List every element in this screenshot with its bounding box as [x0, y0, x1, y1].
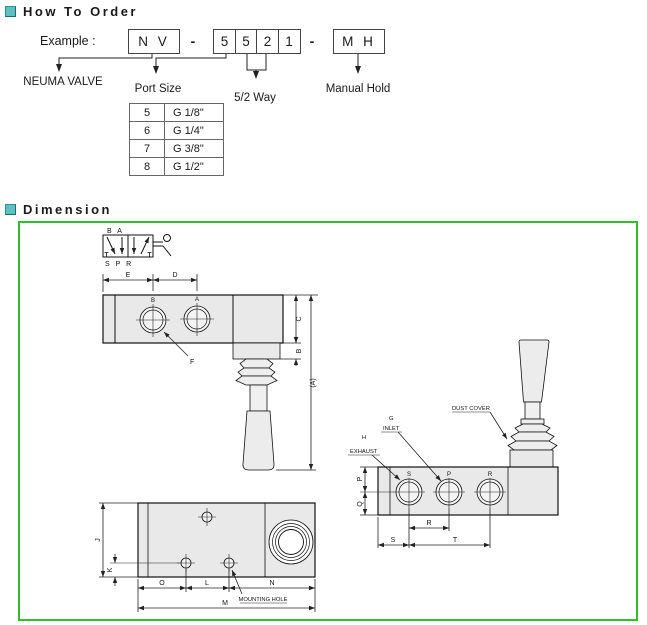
code-dash-1: -	[190, 33, 196, 49]
code-dash-2: -	[309, 33, 315, 49]
code-digit-1: 5	[213, 29, 236, 54]
dust-cover-label: DUST COVER	[452, 406, 490, 412]
bottom-view-drawing	[95, 503, 315, 612]
dim-label-p: P	[357, 476, 364, 482]
port-size-table	[129, 103, 224, 176]
knob-circle	[269, 520, 313, 564]
port-code-cell: 7	[130, 140, 165, 158]
port-size-cell: G 1/2"	[165, 158, 224, 176]
port-b-label: B	[150, 298, 156, 304]
port-size-cell: G 1/8"	[165, 104, 224, 122]
dimension-header	[5, 202, 112, 217]
callout-neuma-valve: NEUMA VALVE	[23, 76, 103, 88]
port-a-label: A	[194, 297, 200, 303]
port-code-cell: 6	[130, 122, 165, 140]
port-s-label: S	[406, 472, 412, 478]
dim-label-o: O	[159, 580, 165, 587]
port-code-cell: 5	[130, 104, 165, 122]
dim-label-q: Q	[357, 501, 364, 507]
port-size-cell: G 1/4"	[165, 122, 224, 140]
dim-label-d: D	[172, 272, 178, 279]
section-bullet-icon	[5, 204, 16, 215]
dim-label-e: E	[125, 272, 131, 279]
dim-label-l: L	[205, 580, 209, 587]
code-box-suffix: M H	[333, 29, 385, 54]
exhaust-label: EXHAUST	[350, 449, 378, 455]
dim-label-k: K	[107, 567, 114, 573]
dimension-title: Dimension	[23, 202, 112, 217]
table-row	[130, 140, 224, 158]
inlet-label: INLET	[383, 426, 400, 432]
how-to-order-title: How To Order	[23, 4, 138, 19]
inlet-dim-label: G	[389, 416, 394, 422]
port-p-label: P	[446, 472, 452, 478]
example-label: Example :	[40, 34, 96, 48]
dimension-drawing-box	[18, 221, 638, 621]
side-view-drawing	[348, 340, 558, 548]
dim-label-b: B	[296, 348, 303, 354]
symbol-bottom-ports-label: S P R	[105, 261, 134, 268]
dim-label-a: (A)	[310, 378, 317, 388]
code-box-prefix: N V	[128, 29, 180, 54]
exhaust-dim-label: H	[362, 435, 367, 441]
code-digit-boxes	[213, 29, 301, 54]
port-code-cell: 8	[130, 158, 165, 176]
top-view-drawing	[103, 272, 318, 470]
leader-port-size	[156, 54, 226, 73]
dim-label-n: N	[269, 580, 275, 587]
valve-schematic-symbol	[103, 228, 171, 268]
table-row	[130, 122, 224, 140]
table-row	[130, 158, 224, 176]
section-bullet-icon	[5, 6, 16, 17]
table-row	[130, 104, 224, 122]
callout-way: 5/2 Way	[234, 92, 276, 104]
dim-label-m: M	[222, 600, 228, 607]
port-size-cell: G 3/8"	[165, 140, 224, 158]
code-digit-3: 2	[256, 29, 279, 54]
dim-label-f: F	[190, 359, 195, 366]
code-digit-2: 5	[235, 29, 258, 54]
dim-label-s: S	[390, 537, 396, 544]
dim-label-t: T	[452, 537, 458, 544]
port-r-label: R	[487, 472, 493, 478]
symbol-top-ports-label: B A	[107, 228, 124, 235]
dimension-drawing	[20, 223, 636, 619]
bracket-way	[247, 54, 266, 70]
dim-label-r: R	[426, 520, 432, 527]
callout-manual-hold: Manual Hold	[325, 83, 391, 95]
leader-neuma-valve	[59, 54, 152, 71]
dim-label-c: C	[296, 316, 303, 322]
dim-label-j: J	[95, 538, 102, 542]
how-to-order-header	[5, 4, 138, 19]
callout-port-size: Port Size	[134, 83, 182, 95]
code-digit-4: 1	[278, 29, 301, 54]
mounting-hole-label: MOUNTING HOLE	[238, 597, 288, 603]
